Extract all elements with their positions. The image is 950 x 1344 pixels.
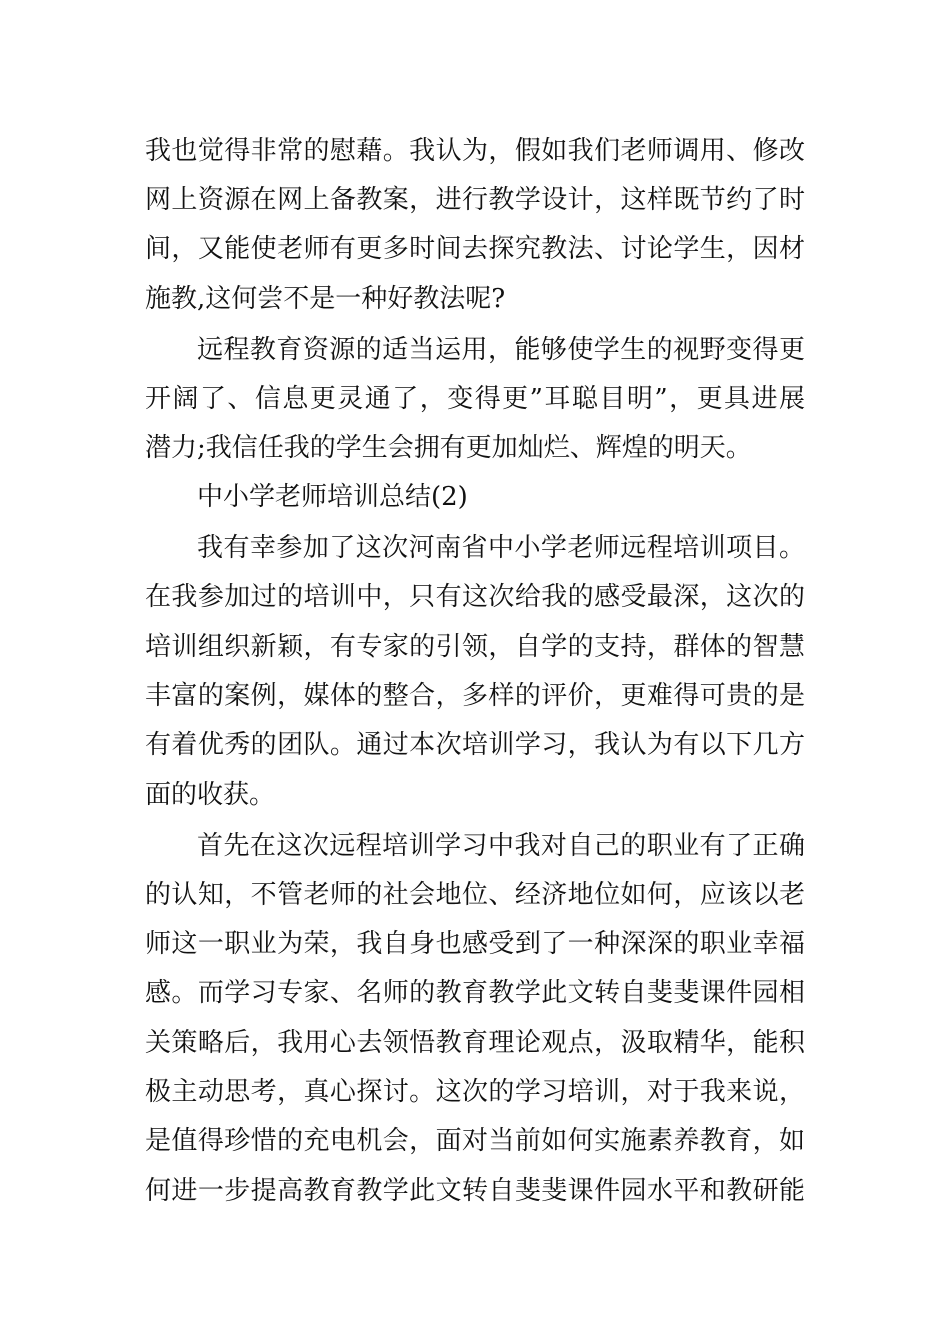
text-line: 网上资源在网上备教案，进行教学设计，这样既节约了时 bbox=[145, 185, 805, 215]
text-line: 师这一职业为荣，我自身也感受到了一种深深的职业幸福 bbox=[145, 929, 805, 959]
text-line: 是值得珍惜的充电机会，面对当前如何实施素养教育，如 bbox=[145, 1126, 805, 1156]
text-line: 间，又能使老师有更多时间去探究教法、讨论学生，因材 bbox=[145, 234, 805, 264]
text-line: 丰富的案例，媒体的整合，多样的评价，更难得可贵的是 bbox=[145, 681, 805, 711]
text-line: 施教,这何尝不是一种好教法呢? bbox=[145, 284, 506, 314]
text-line: 在我参加过的培训中，只有这次给我的感受最深，这次的 bbox=[145, 582, 805, 612]
text-line: 面的收获。 bbox=[145, 780, 276, 810]
text-line: 关策略后，我用心去领悟教育理论观点，汲取精华，能积 bbox=[145, 1028, 805, 1058]
section-heading: 中小学老师培训总结(2) bbox=[197, 482, 468, 512]
text-line: 极主动思考，真心探讨。这次的学习培训，对于我来说， bbox=[145, 1077, 805, 1107]
text-line: 开阔了、信息更灵通了，变得更”耳聪目明”，更具进展 bbox=[145, 384, 805, 414]
text-line: 我也觉得非常的慰藉。我认为，假如我们老师调用、修改 bbox=[145, 136, 805, 166]
text-line: 何进一步提高教育教学此文转自斐斐课件园水平和教研能 bbox=[145, 1176, 805, 1206]
text-line: 的认知，不管老师的社会地位、经济地位如何，应该以老 bbox=[145, 880, 805, 910]
paragraph-first-line: 我有幸参加了这次河南省中小学老师远程培训项目。 bbox=[197, 533, 805, 563]
paragraph-first-line: 远程教育资源的适当运用，能够使学生的视野变得更 bbox=[197, 335, 805, 365]
text-line: 潜力;我信任我的学生会拥有更加灿烂、辉煌的明天。 bbox=[145, 433, 752, 463]
text-line: 培训组织新颖，有专家的引领，自学的支持，群体的智慧 bbox=[145, 632, 805, 662]
text-line: 感。而学习专家、名师的教育教学此文转自斐斐课件园相 bbox=[145, 978, 805, 1008]
text-line: 有着优秀的团队。通过本次培训学习，我认为有以下几方 bbox=[145, 730, 805, 760]
paragraph-first-line: 首先在这次远程培训学习中我对自己的职业有了正确 bbox=[197, 831, 805, 861]
